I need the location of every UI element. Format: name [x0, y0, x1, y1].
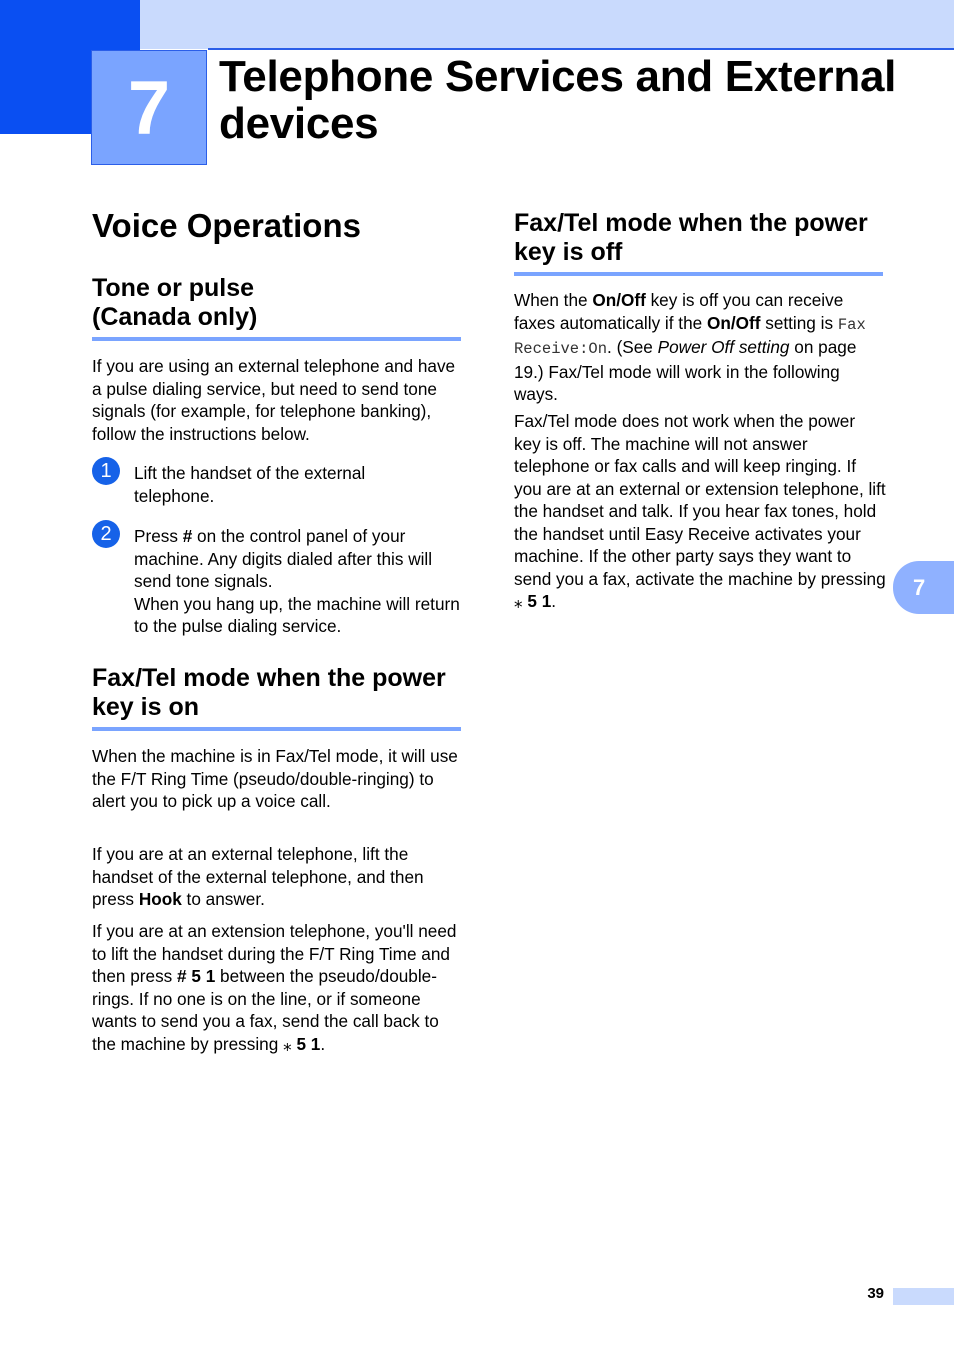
heading-line: Tone or pulse [92, 274, 255, 302]
page-number: 39 [867, 1285, 884, 1302]
faxtel-on-p2 [92, 843, 462, 911]
code-key: # 5 1 [177, 966, 216, 986]
cross-reference: Power Off setting [657, 337, 790, 357]
footer-bar [893, 1288, 954, 1305]
tone-pulse-intro: If you are using an external telephone and have a pulse dialing service, but need to send tone signals (for example, for telephone banking), follow the instructions below. [92, 356, 456, 444]
p1-a: When the [514, 290, 593, 310]
heading-rule [92, 337, 461, 341]
chapter-number-box: 7 [91, 50, 207, 165]
step-2-extra: When you hang up, the machine will return to the pulse dialing service. [134, 593, 460, 636]
heading-rule [92, 727, 461, 731]
step-2-pre: Press [134, 526, 183, 546]
heading-line: key is on [92, 693, 199, 721]
p3-mid: between the pseudo/double-rings. If no one is on the line, or if someone wants to send you a fax, send the call back to the machine by pressing [92, 966, 439, 1054]
onoff-key: On/Off [592, 290, 646, 310]
heading-line: Fax/Tel mode when the power [92, 664, 446, 692]
step-2-post: on the control panel of your machine. Any digits dialed after this will send tone signals. [134, 526, 433, 591]
onoff-key: On/Off [706, 312, 761, 333]
p1-b: key is off you can receive faxes automatically if the [514, 290, 844, 333]
step-1-text: Lift the handset of the external telephone. [134, 463, 366, 506]
step-number-2: 2 [92, 520, 120, 548]
p3-end: . [320, 1033, 326, 1054]
hash-key: # [182, 526, 193, 546]
p2-post: to answer. [181, 889, 265, 909]
p3-pre: If you are at an extension telephone, you'll need to lift the handset during the F/T Ring Time and then press [92, 921, 457, 986]
section-title: Voice Operations [92, 207, 361, 244]
heading-rule [514, 272, 883, 276]
p2-end: . [551, 591, 557, 611]
chapter-title: Telephone Services and External devices [219, 52, 897, 148]
star-icon: ⁎ [283, 1033, 292, 1054]
star-icon: ⁎ [514, 591, 523, 611]
p2-pre: If you are at an external telephone, lift the handset of the external telephone, and then press [92, 844, 424, 909]
p1-c: setting is [760, 312, 838, 333]
code-key: 5 1 [522, 591, 552, 611]
faxtel-off-heading [514, 209, 868, 267]
heading-line: (Canada only) [92, 303, 258, 331]
code-key: 5 1 [291, 1033, 321, 1054]
heading-line: Fax/Tel mode when the power [514, 209, 868, 237]
faxtel-on-p1: When the machine is in Fax/Tel mode, it will use the F/T Ring Time (pseudo/double-ringing) to alert you to pick up a voice call. [92, 746, 458, 811]
chapter-side-tab: 7 [893, 561, 954, 614]
step-number-1: 1 [92, 457, 120, 485]
step-2-text [134, 525, 464, 638]
lcd-setting: Fax Receive:On [514, 315, 866, 358]
tone-pulse-heading [92, 274, 257, 332]
hook-key: Hook [138, 889, 182, 909]
header-band [140, 0, 954, 49]
faxtel-off-p2 [514, 410, 886, 613]
faxtel-on-p3 [92, 920, 462, 1055]
faxtel-on-heading [92, 664, 446, 722]
p1-e: on page 19.) Fax/Tel mode will work in the following ways. [514, 337, 857, 404]
heading-line: key is off [514, 238, 623, 266]
p1-d: . (See [607, 337, 658, 357]
faxtel-off-p1 [514, 289, 886, 406]
header-rule [208, 48, 954, 50]
p2-pre: Fax/Tel mode does not work when the power key is off. The machine will not answer telephone or fax calls and will keep ringing. If you are at an external or extension telephone, lift the handset and talk. If you hear fax tones, hold the handset until Easy Receive activates your machine. If the other party says they want to send you a fax, activate the machine by pressing [514, 411, 886, 589]
